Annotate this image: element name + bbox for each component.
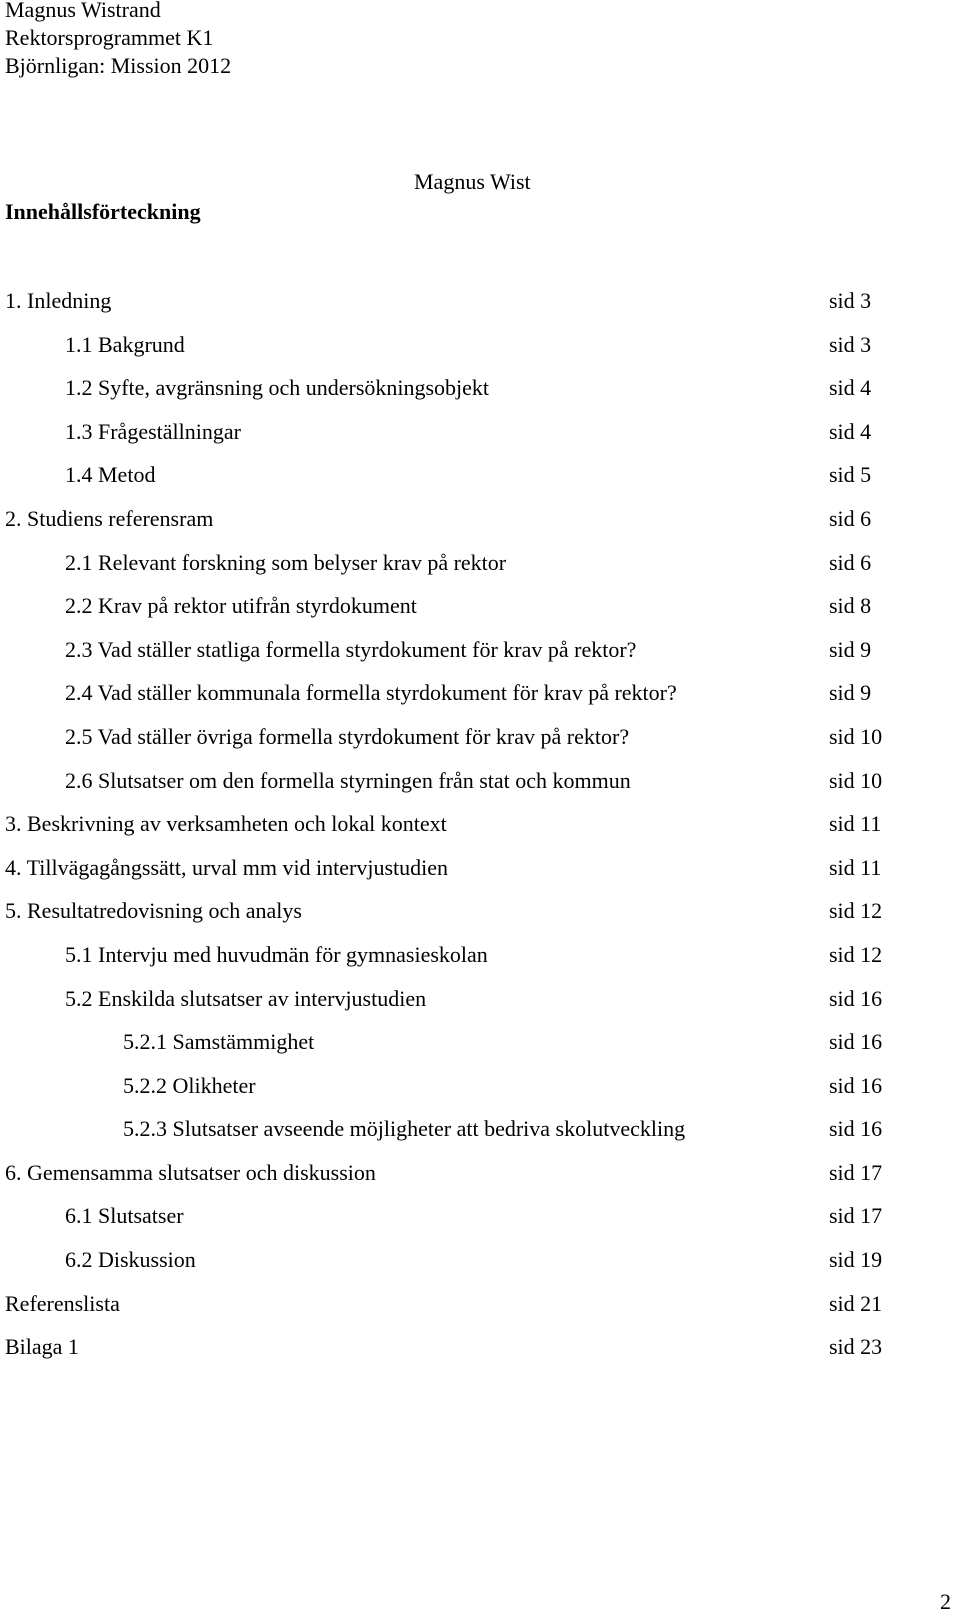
toc-entry-title: 5.2.3 Slutsatser avseende möjligheter att bedriva skolutveckling — [123, 1116, 686, 1142]
toc-entry-title: 5.1 Intervju med huvudmän för gymnasieskolan — [65, 941, 488, 967]
toc-entry-page: sid 11 — [829, 811, 882, 837]
toc-entry-title: 5.2 Enskilda slutsatser av intervjustudien — [65, 985, 427, 1011]
toc-entry — [0, 1333, 960, 1377]
toc-entry-page: sid 6 — [829, 549, 872, 575]
toc-entry — [0, 549, 960, 593]
toc-entry — [0, 1072, 960, 1116]
toc-heading: Innehållsförteckning — [5, 199, 201, 224]
running-author-name: Magnus Wist — [414, 169, 531, 194]
toc-entry — [0, 810, 960, 854]
toc-entry — [0, 636, 960, 680]
toc-entry-title: 2.5 Vad ställer övriga formella styrdokument för krav på rektor? — [65, 723, 630, 749]
toc-entry-title: 4. Tillvägagångssätt, urval mm vid intervjustudien — [5, 854, 449, 880]
toc-entry — [0, 287, 960, 331]
toc-entry-page: sid 9 — [829, 680, 872, 706]
toc-entry — [0, 592, 960, 636]
toc-entry — [0, 418, 960, 462]
toc-entry — [0, 1115, 960, 1159]
toc-entry-page: sid 8 — [829, 593, 872, 619]
toc-entry-title: 6.2 Diskussion — [65, 1247, 196, 1273]
toc-entry — [0, 985, 960, 1029]
toc-entry — [0, 897, 960, 941]
toc-entry-title: 6.1 Slutsatser — [65, 1203, 184, 1229]
toc-entry-page: sid 6 — [829, 505, 872, 531]
toc-entry-title: 2.6 Slutsatser om den formella styrningen från stat och kommun — [65, 767, 631, 793]
toc-entry — [0, 374, 960, 418]
toc-entry-page: sid 19 — [829, 1247, 883, 1273]
toc-entry — [0, 941, 960, 985]
toc-entry-page: sid 10 — [829, 767, 883, 793]
toc-entry-page: sid 16 — [829, 1029, 883, 1055]
toc-entry-page: sid 12 — [829, 898, 883, 924]
toc-entry-page: sid 9 — [829, 636, 872, 662]
toc-entry-title: 1. Inledning — [5, 288, 112, 313]
toc-entry-page: sid 17 — [829, 1203, 883, 1229]
toc-list — [0, 287, 960, 1377]
toc-entry-title: 1.2 Syfte, avgränsning och undersökningsobjekt — [65, 375, 490, 401]
toc-entry-title: 1.1 Bakgrund — [65, 331, 185, 357]
toc-entry-title: 1.3 Frågeställningar — [65, 418, 241, 444]
toc-entry-page: sid 4 — [829, 418, 872, 444]
header-group-title: Björnligan: Mission 2012 — [5, 53, 232, 78]
toc-entry-title: 2.2 Krav på rektor utifrån styrdokument — [65, 593, 417, 619]
toc-entry-title: 2.3 Vad ställer statliga formella styrdokument för krav på rektor? — [65, 636, 637, 662]
toc-entry-page: sid 5 — [829, 462, 872, 488]
header-program: Rektorsprogrammet K1 — [5, 25, 214, 50]
toc-entry — [0, 679, 960, 723]
toc-entry-page: sid 11 — [829, 854, 882, 880]
toc-entry — [0, 461, 960, 505]
toc-entry-title: 3. Beskrivning av verksamheten och lokal kontext — [5, 811, 447, 837]
toc-entry-title: 6. Gemensamma slutsatser och diskussion — [5, 1159, 376, 1185]
toc-entry-page: sid 16 — [829, 985, 883, 1011]
toc-entry-page: sid 17 — [829, 1159, 883, 1185]
toc-entry — [0, 767, 960, 811]
toc-entry-title: 2.4 Vad ställer kommunala formella styrdokument för krav på rektor? — [65, 680, 677, 706]
toc-entry-page: sid 4 — [829, 375, 872, 401]
toc-entry-page: sid 10 — [829, 723, 883, 749]
header-author-name: Magnus Wistrand — [5, 0, 161, 22]
toc-entry — [0, 1246, 960, 1290]
toc-entry-title: Referenslista — [5, 1290, 120, 1316]
toc-entry-page: sid 23 — [829, 1334, 883, 1360]
toc-entry-page: sid 16 — [829, 1072, 883, 1098]
page-number: 2 — [940, 1589, 951, 1614]
toc-entry-title: 1.4 Metod — [65, 462, 156, 488]
toc-entry-title: 2.1 Relevant forskning som belyser krav på rektor — [65, 549, 507, 575]
toc-entry — [0, 723, 960, 767]
toc-entry-title: 5.2.2 Olikheter — [123, 1072, 256, 1098]
toc-entry — [0, 1202, 960, 1246]
toc-entry — [0, 1028, 960, 1072]
toc-entry — [0, 331, 960, 375]
toc-entry-title: Bilaga 1 — [5, 1334, 79, 1360]
toc-entry — [0, 505, 960, 549]
toc-entry-page: sid 3 — [829, 288, 872, 313]
toc-entry — [0, 1290, 960, 1334]
toc-entry-title: 5.2.1 Samstämmighet — [123, 1029, 315, 1055]
toc-entry-page: sid 12 — [829, 941, 883, 967]
toc-entry-page: sid 21 — [829, 1290, 883, 1316]
toc-entry-page: sid 16 — [829, 1116, 883, 1142]
toc-entry — [0, 1159, 960, 1203]
toc-entry-page: sid 3 — [829, 331, 872, 357]
toc-entry-title: 2. Studiens referensram — [5, 505, 214, 531]
toc-entry — [0, 854, 960, 898]
toc-entry-title: 5. Resultatredovisning och analys — [5, 898, 302, 924]
